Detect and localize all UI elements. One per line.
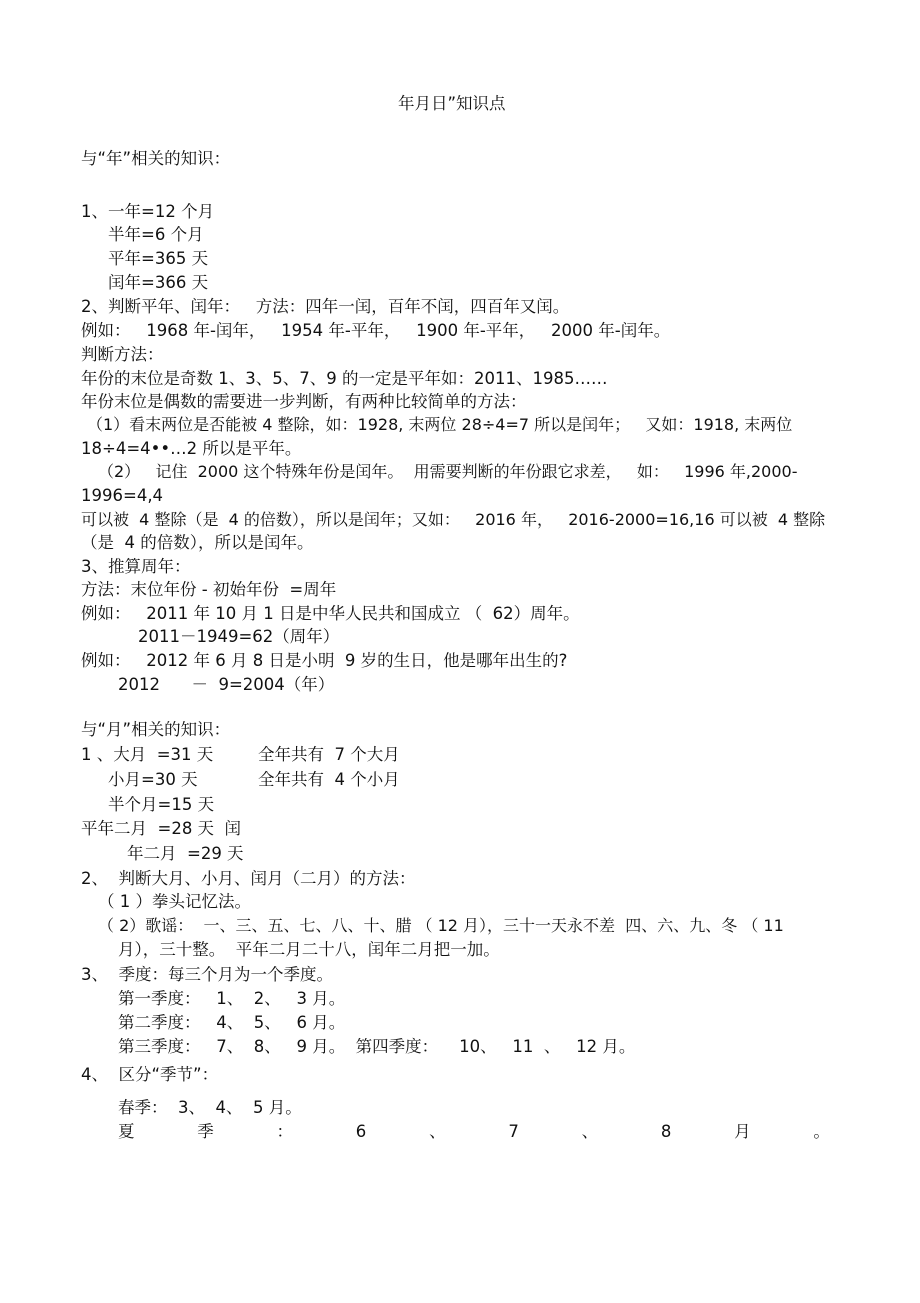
summer-char: 7: [508, 1122, 519, 1141]
summer-char: 月: [734, 1122, 751, 1141]
month-line: 第三季度： 7、 8、 9 月。 第四季度： 10、 11 、 12 月。: [118, 1037, 636, 1056]
month-line: 年二月 =29 天: [127, 844, 244, 863]
year-line: 可以被 4 整除（是 4 的倍数），所以是闰年；又如： 2016 年， 2016-2000=16,16 可以被 4 整除: [81, 510, 826, 529]
month-line: 第一季度： 1、 2、 3 月。: [118, 989, 346, 1008]
year-line: 例如： 1968 年-闰年， 1954 年-平年， 1900 年-平年， 2000 年-闰年。: [81, 321, 671, 340]
summer-char: 6: [355, 1122, 367, 1141]
month-line: 半个月=15 天: [108, 795, 215, 814]
year-line: 2011－1949=62（周年）: [138, 627, 340, 646]
month-line: （ 2）歌谣： 一、三、五、七、八、十、腊 （ 12 月），三十一天永不差 四、六、九、冬 （ 11: [98, 916, 784, 935]
year-line: （1）看末两位是否能被 4 整除，如：1928, 末两位 28÷4=7 所以是闰年； 又如：1918, 末两位: [87, 415, 793, 434]
year-line: 例如： 2011 年 10 月 1 日是中华人民共和国成立 （ 62）周年。: [81, 604, 580, 623]
year-section-heading: 与“年”相关的知识：: [81, 149, 231, 168]
month-line: 小月=30 天: [108, 770, 198, 789]
month-line: （ 1 ）拳头记忆法。: [98, 892, 251, 911]
summer-char: 。: [813, 1122, 830, 1141]
month-line: 春季： 3、 4、 5 月。: [118, 1098, 302, 1117]
month-line: 全年共有 4 个小月: [258, 770, 400, 789]
month-line: 第二季度： 4、 5、 6 月。: [118, 1013, 346, 1032]
summer-line: [118, 1121, 830, 1143]
summer-char: 8: [660, 1122, 672, 1141]
page-title: 年月日”知识点: [398, 94, 506, 113]
year-line: 闰年=366 天: [108, 273, 209, 292]
summer-char: 夏: [118, 1122, 135, 1141]
month-line: 2、 判断大月、小月、闰月（二月）的方法：: [81, 869, 416, 888]
year-line: 平年=365 天: [108, 249, 209, 268]
month-line: 1 、大月 =31 天: [81, 745, 214, 764]
year-line: 1、一年=12 个月: [81, 202, 215, 221]
year-line: 2012 － 9=2004（年）: [118, 675, 335, 694]
year-line: 3、推算周年：: [81, 557, 191, 576]
year-line: 半年=6 个月: [108, 225, 204, 244]
summer-char: 、: [581, 1122, 599, 1141]
year-line: 1996=4,4: [81, 486, 164, 505]
year-line: 方法：末位年份 - 初始年份 =周年: [81, 580, 337, 599]
month-line: 全年共有 7 个大月: [258, 745, 400, 764]
year-line: 2、判断平年、闰年： 方法：四年一闰，百年不闰，四百年又闰。: [81, 297, 570, 316]
month-line: 平年二月 =28 天 闰: [81, 819, 242, 838]
month-line: 月），三十整。 平年二月二十八，闰年二月把一加。: [118, 940, 500, 959]
month-line: 4、 区分“季节”：: [81, 1065, 219, 1084]
year-line: 18÷4=4••…2 所以是平年。: [81, 439, 302, 458]
year-line: 例如： 2012 年 6 月 8 日是小明 9 岁的生日，他是哪年出生的?: [81, 651, 568, 670]
summer-char: 、: [429, 1122, 446, 1141]
summer-char: 季: [197, 1122, 214, 1141]
year-line: （是 4 的倍数），所以是闰年。: [81, 533, 314, 552]
month-line: 3、 季度：每三个月为一个季度。: [81, 965, 333, 984]
year-line: 判断方法：: [81, 345, 164, 364]
year-line: 年份末位是偶数的需要进一步判断，有两种比较简单的方法：: [81, 392, 527, 411]
year-line: （2） 记住 2000 这个特殊年份是闰年。 用需要判断的年份跟它求差， 如： 1996 年,2000-: [98, 462, 798, 481]
month-section-heading: 与“月”相关的知识：: [81, 720, 231, 739]
summer-char: ：: [276, 1122, 294, 1141]
year-line: 年份的末位是奇数 1、3、5、7、9 的一定是平年如：2011、1985……: [81, 369, 608, 388]
